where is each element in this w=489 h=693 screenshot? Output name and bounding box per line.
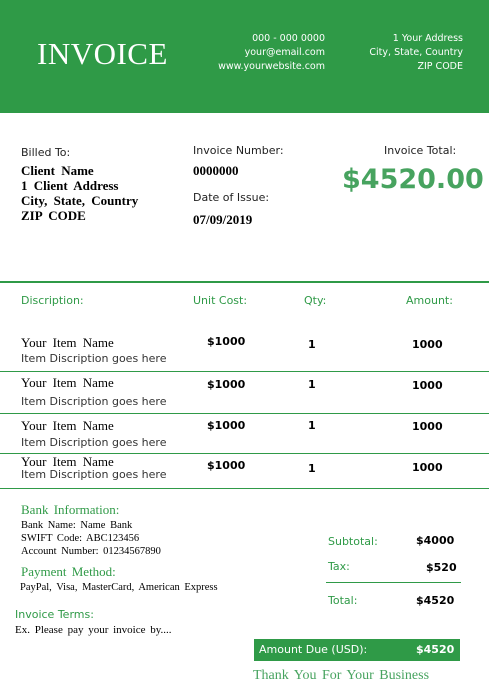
item-name: Your Item Name — [21, 418, 114, 433]
subtotal-value: $4000 — [416, 534, 455, 547]
invoice-number-value: 0000000 — [193, 163, 239, 178]
column-header-amount: Amount: — [406, 294, 453, 307]
row-divider — [0, 488, 489, 489]
amount-due-label: Amount Due (USD): — [259, 643, 368, 656]
item-qty: 1 — [308, 378, 316, 391]
item-name: Your Item Name — [21, 335, 114, 350]
column-header-description: Discription: — [21, 294, 84, 307]
tax-value: $520 — [426, 561, 457, 574]
item-unit-cost: $1000 — [207, 378, 246, 391]
row-divider — [0, 413, 489, 414]
item-description: Item Discription goes here — [21, 468, 167, 481]
item-description: Item Discription goes here — [21, 436, 167, 449]
client-city: City, State, Country — [21, 193, 139, 208]
invoice-number-label: Invoice Number: — [193, 144, 284, 157]
item-amount: 1000 — [412, 461, 443, 474]
invoice-terms-label: Invoice Terms: — [15, 608, 94, 621]
item-description: Item Discription goes here — [21, 352, 167, 365]
account-number: Account Number: 01234567890 — [21, 546, 161, 557]
item-amount: 1000 — [412, 420, 443, 433]
invoice-title: INVOICE — [37, 36, 168, 71]
address-line-1: 1 Your Address — [392, 33, 463, 44]
bank-information-heading: Bank Information: — [21, 502, 120, 517]
total-label: Total: — [328, 594, 358, 607]
total-value: $4520 — [416, 594, 455, 607]
thank-you-message: Thank You For Your Business — [253, 668, 430, 683]
item-qty: 1 — [308, 419, 316, 432]
amount-due-value: $4520 — [416, 643, 455, 656]
row-divider — [0, 371, 489, 372]
client-block — [21, 163, 138, 223]
item-name: Your Item Name — [21, 454, 114, 469]
date-of-issue-value: 07/09/2019 — [193, 212, 253, 227]
item-qty: 1 — [308, 462, 316, 475]
billed-to-label: Billed To: — [21, 146, 71, 159]
company-address-block — [369, 32, 463, 74]
subtotal-label: Subtotal: — [328, 535, 378, 548]
date-of-issue-label: Date of Issue: — [193, 191, 270, 204]
swift-code: SWIFT Code: ABC123456 — [21, 533, 140, 544]
website-text: www.yourwebsite.com — [218, 61, 325, 72]
bank-details — [21, 519, 161, 558]
item-amount: 1000 — [412, 379, 443, 392]
client-zip: ZIP CODE — [21, 208, 86, 223]
item-name: Your Item Name — [21, 375, 114, 390]
payment-methods: PayPal, Visa, MasterCard, American Express — [20, 582, 218, 593]
tax-label: Tax: — [328, 560, 350, 573]
column-header-qty: Qty: — [304, 294, 327, 307]
bank-name: Bank Name: Name Bank — [21, 520, 133, 531]
totals-divider — [326, 582, 461, 583]
item-amount: 1000 — [412, 338, 443, 351]
column-header-unit-cost: Unit Cost: — [193, 294, 248, 307]
invoice-total-value: $4520.00 — [342, 164, 484, 195]
item-unit-cost: $1000 — [207, 335, 246, 348]
payment-method-heading: Payment Method: — [21, 564, 116, 579]
item-unit-cost: $1000 — [207, 459, 246, 472]
invoice-total-label: Invoice Total: — [384, 144, 457, 157]
email-text: your@email.com — [244, 47, 325, 58]
contact-block — [218, 32, 325, 74]
item-qty: 1 — [308, 338, 316, 351]
invoice-terms-text: Ex. Please pay your invoice by.... — [15, 624, 172, 636]
client-name: Client Name — [21, 163, 94, 178]
section-divider — [0, 281, 489, 283]
phone-text: 000 - 000 0000 — [252, 33, 325, 44]
address-line-2: City, State, Country — [369, 47, 463, 58]
item-unit-cost: $1000 — [207, 419, 246, 432]
item-description: Item Discription goes here — [21, 395, 167, 408]
address-line-3: ZIP CODE — [417, 61, 463, 72]
client-address: 1 Client Address — [21, 178, 119, 193]
